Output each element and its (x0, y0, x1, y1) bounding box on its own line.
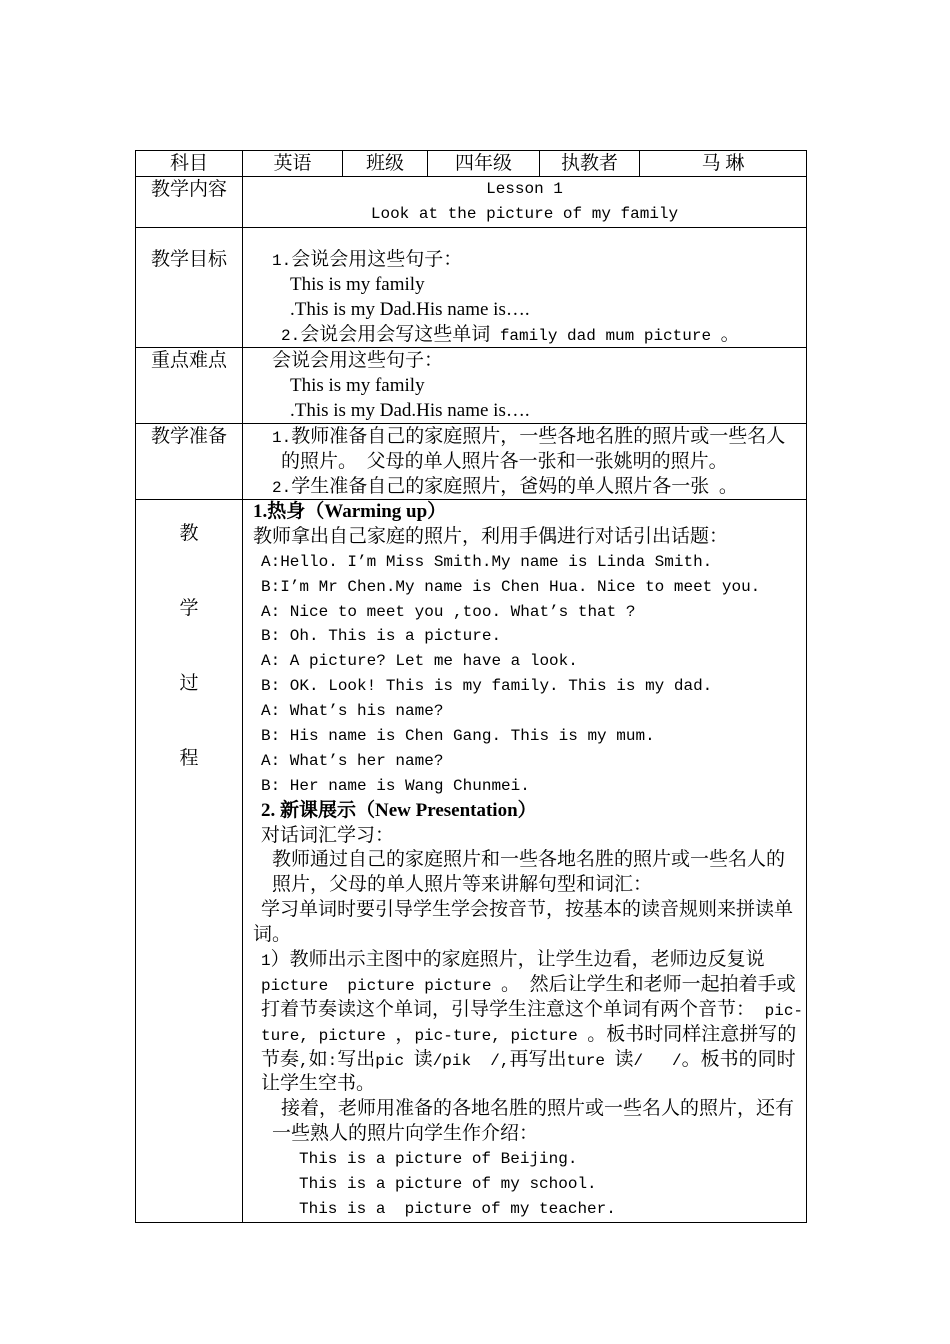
process-line: ture, picture ，pic-ture, picture 。板书时同样注意拼写的 (261, 1023, 797, 1045)
process-line: picture picture picture 。 然后让学生和老师一起拍着手或 (261, 973, 796, 995)
grade-label: 班级 (343, 151, 428, 177)
content-cell (243, 177, 807, 228)
process-line: 让学生空书。 (261, 1073, 376, 1095)
key-point-sentence: .This is my Dad.His name is…. (290, 400, 530, 421)
objective-line: 2.会说会用会写这些单词 family dad mum picture 。 (281, 324, 740, 345)
key-point-sentence: This is my family (290, 375, 425, 396)
process-line: 学习单词时要引导学生学会按音节，按基本的读音规则来拼读单 (261, 899, 794, 921)
lesson-number: Lesson 1 (486, 180, 563, 198)
dialogue-line: A: Nice to meet you ,too. What’s that ? (261, 602, 636, 621)
dialogue-line: B:I’m Mr Chen.My name is Chen Hua. Nice to meet you. (261, 577, 761, 596)
grade-value: 四年级 (428, 151, 540, 177)
process-line: 一些熟人的照片向学生作介绍： (272, 1123, 539, 1145)
preparation-line: 2.学生准备自己的家庭照片，爸妈的单人照片各一张 。 (272, 476, 738, 497)
process-line: 照片，父母的单人照片等来讲解句型和词汇： (272, 874, 653, 896)
dialogue-line: B: OK. Look! This is my family. This is my dad. (261, 677, 713, 696)
preparation-row (136, 424, 807, 500)
warming-up-heading: 1.热身（Warming up） (253, 501, 447, 522)
process-label-char: 过 (179, 673, 199, 694)
objectives-cell (243, 228, 807, 348)
process-line: 节奏,如:写出pic 读/pik /,再写出ture 读/ /。板书的同时 (261, 1048, 796, 1070)
process-cell (243, 500, 807, 1223)
dialogue-line: B: Her name is Wang Chunmei. (261, 776, 530, 795)
dialogue-line: B: His name is Chen Gang. This is my mum. (261, 727, 655, 746)
process-label (136, 500, 243, 1223)
subject-value: 英语 (243, 151, 343, 177)
key-point-line: 会说会用这些句子： (272, 350, 444, 371)
lesson-plan-table (135, 150, 807, 1223)
process-line: 对话词汇学习： (261, 824, 395, 846)
dialogue-line: A: What’s his name? (261, 702, 444, 721)
content-label: 教学内容 (136, 177, 243, 228)
process-line: 打着节奏读这个单词，引导学生注意这个单词有两个音节： pic- (261, 998, 804, 1020)
dialogue-line: A: What’s her name? (261, 751, 444, 770)
new-presentation-heading: 2. 新课展示（New Presentation） (261, 799, 537, 821)
dialogue-line: A: A picture? Let me have a look. (261, 652, 578, 671)
process-line: 词。 (253, 924, 292, 946)
process-label-char: 程 (179, 748, 199, 769)
process-row (136, 500, 807, 1223)
process-line: 教师拿出自己家庭的照片，利用手偶进行对话引出话题： (253, 525, 729, 547)
objective-sentence: .This is my Dad.His name is…. (290, 299, 530, 320)
process-line: 1）教师出示主图中的家庭照片，让学生边看，老师边反复说 (261, 949, 765, 971)
preparation-label: 教学准备 (136, 424, 243, 500)
example-sentence: This is a picture of my teacher. (299, 1199, 616, 1218)
process-line: 接着，老师用准备的各地名胜的照片或一些名人的照片，还有 (281, 1098, 795, 1120)
example-sentence: This is a picture of Beijing. (299, 1150, 578, 1169)
key-points-row (136, 348, 807, 424)
dialogue-line: A:Hello. I’m Miss Smith.My name is Linda Smith. (261, 552, 713, 571)
objectives-label: 教学目标 (136, 228, 243, 348)
subject-label: 科目 (136, 151, 243, 177)
preparation-line: 的照片。 父母的单人照片各一张和一张姚明的照片。 (281, 451, 728, 472)
dialogue-line: B: Oh. This is a picture. (261, 627, 502, 646)
info-row (136, 151, 807, 177)
teacher-label: 执教者 (540, 151, 640, 177)
teacher-value: 马 琳 (640, 151, 807, 177)
preparation-cell (243, 424, 807, 500)
content-row (136, 177, 807, 228)
example-sentence: This is a picture of my school. (299, 1175, 597, 1194)
objectives-row (136, 228, 807, 348)
key-points-label: 重点难点 (136, 348, 243, 424)
process-label-char: 学 (179, 598, 199, 619)
process-label-char: 教 (179, 523, 199, 544)
objective-line: 1.会说会用这些句子： (272, 249, 463, 270)
lesson-title: Look at the picture of my family (370, 205, 679, 223)
objective-sentence: This is my family (290, 274, 425, 295)
process-line: 教师通过自己的家庭照片和一些各地名胜的照片或一些名人的 (272, 849, 786, 871)
preparation-line: 1.教师准备自己的家庭照片，一些各地名胜的照片或一些名人 (272, 426, 786, 447)
key-points-cell (243, 348, 807, 424)
